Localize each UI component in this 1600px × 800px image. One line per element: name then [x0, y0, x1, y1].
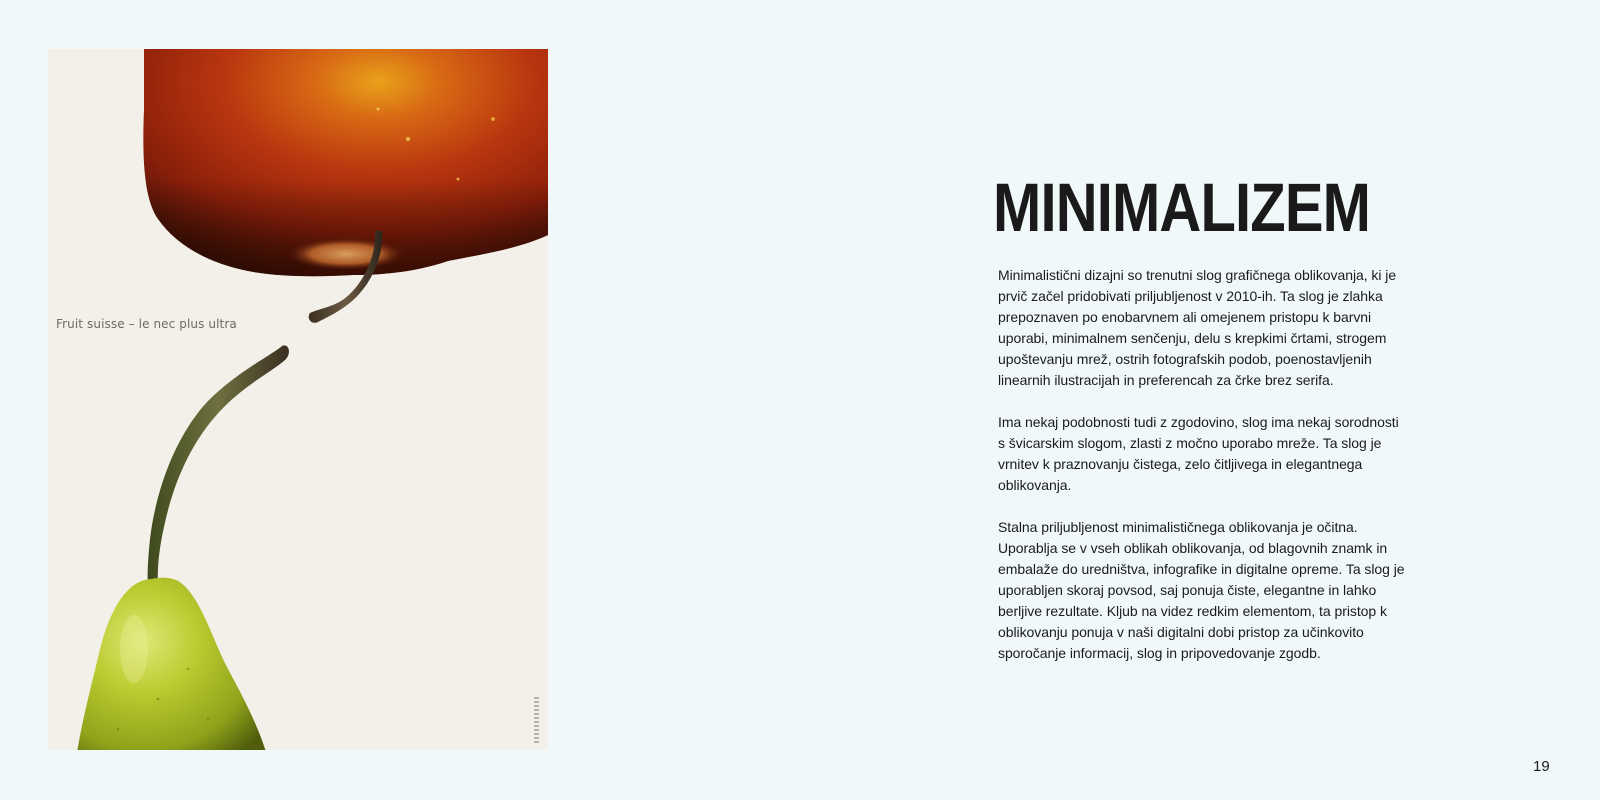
apple	[143, 49, 548, 276]
poster-caption: Fruit suisse – le nec plus ultra	[56, 317, 237, 331]
apple-pear-illustration	[48, 49, 548, 750]
poster-image	[48, 49, 548, 750]
paragraph: Minimalistični dizajni so trenutni slog grafičnega oblikovanja, ki je prvič začel pridobivati priljubljenost v 2010-ih. Ta slog je zlahka prepoznaven po enobarvnem ali omejenem pristopu k barvni uporabi, minimalnem senčenju, delu s krepkimi črtami, strogem upoštevanju mrež, ostrih fotografskih podob, poenostavljenih linearnih ilustracijah in preferencah za črke brez serifa.	[998, 267, 1397, 388]
page-number: 19	[1533, 758, 1550, 775]
paragraph: Stalna priljubljenost minimalističnega oblikovanja je očitna. Uporablja se v vseh oblikah oblikovanja, od blagovnih znamk in embalaže do uredništva, infografike in digitalne opreme. Ta slog je uporabljen skoraj povsod, saj ponuja čiste, elegantne in lahko berljive rezultate. Kljub na videz redkim elementom, ta pristop k oblikovanju ponuja v naši digitalni dobi pristop za učinkovito sporočanje informacij, slog in pripovedovanje zgodb.	[998, 519, 1405, 661]
article-body	[998, 265, 1408, 685]
poster-credit-line	[534, 697, 539, 743]
paragraph: Ima nekaj podobnosti tudi z zgodovino, slog ima nekaj sorodnosti s švicarskim slogom, zlasti z močno uporabo mreže. Ta slog je vrnitev k praznovanju čistega, zelo čitljivega in elegantnega oblikovanja.	[998, 414, 1399, 493]
page-title: MINIMALIZEM	[993, 169, 1371, 246]
